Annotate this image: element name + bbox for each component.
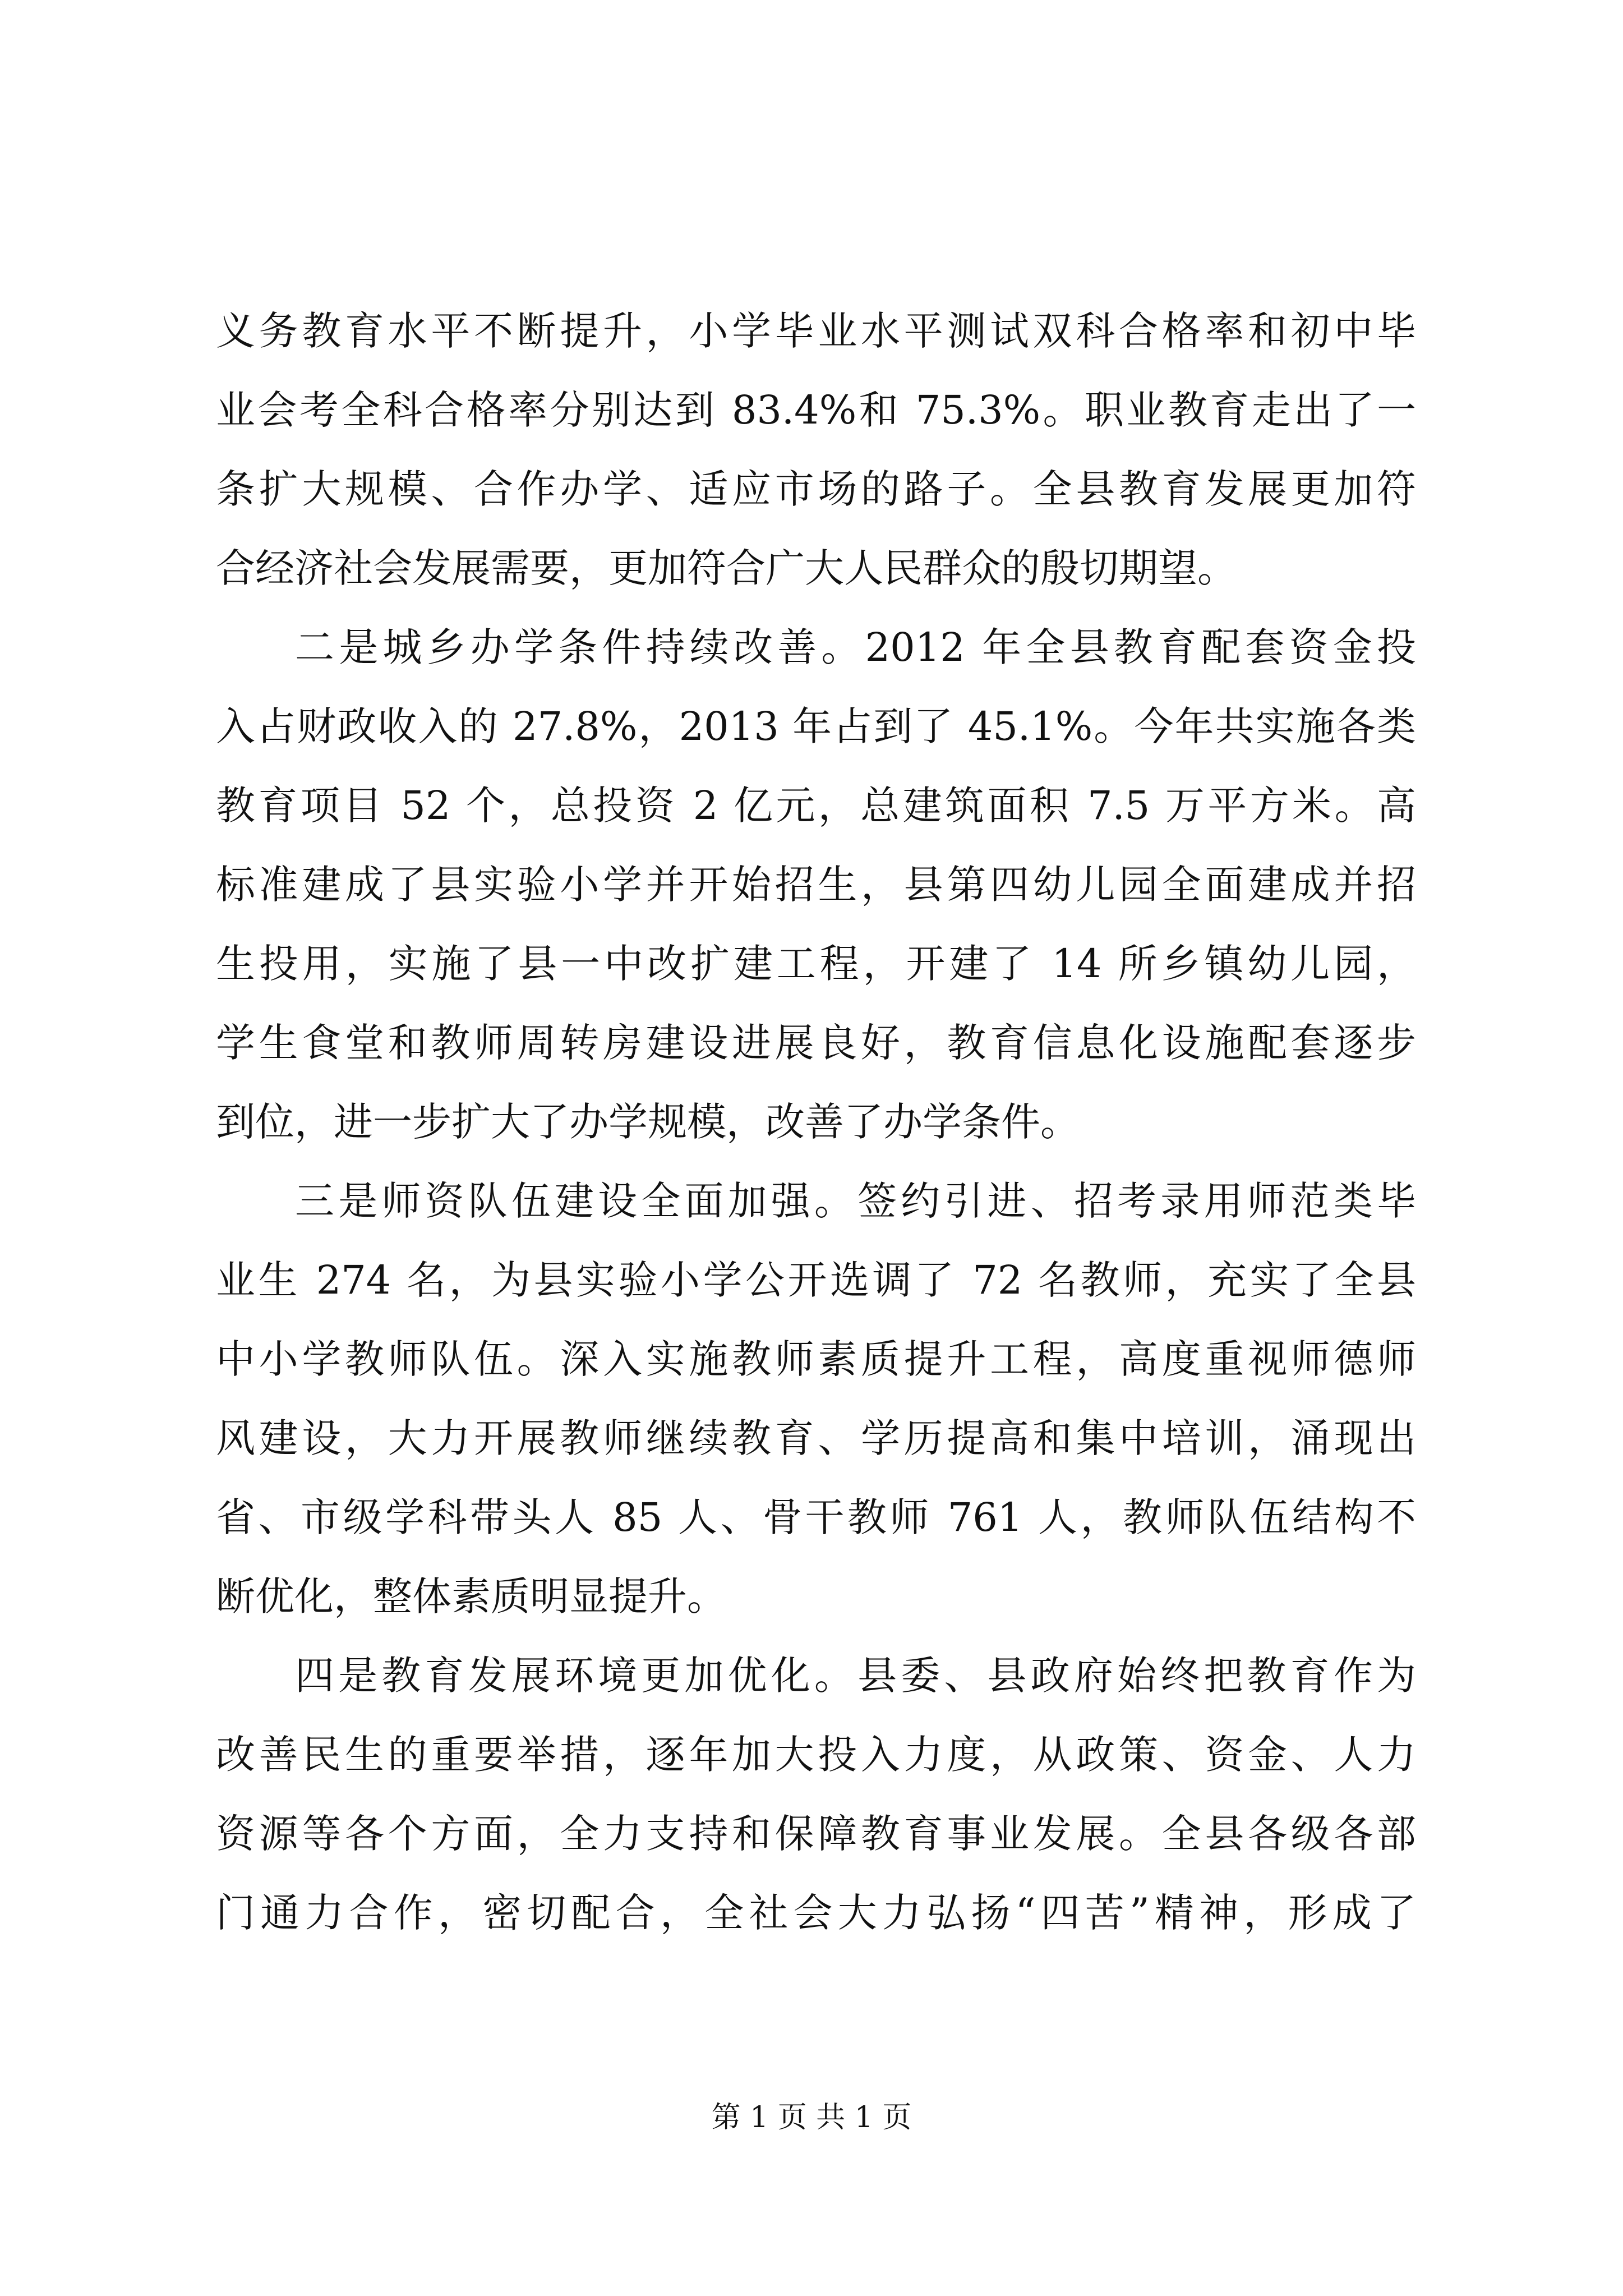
text-line: 条扩大规模、合作办学、适应市场的路子。全县教育发展更加符	[216, 466, 1416, 512]
text-line: 入占财政收入的 27.8%，2013 年占到了 45.1%。今年共实施各类	[216, 703, 1416, 749]
text-line: 门通力合作，密切配合，全社会大力弘扬“四苦”精神，形成了	[216, 1890, 1416, 1936]
text-line: 到位，进一步扩大了办学规模，改善了办学条件。	[216, 1099, 1080, 1145]
text-line: 合经济社会发展需要，更加符合广大人民群众的殷切期望。	[216, 545, 1237, 591]
paragraph-start-line: 三是师资队伍建设全面加强。签约引进、招考录用师范类毕	[295, 1178, 1416, 1224]
text-line: 业会考全科合格率分别达到 83.4%和 75.3%。职业教育走出了一	[216, 387, 1416, 433]
text-line: 义务教育水平不断提升，小学毕业水平测试双科合格率和初中毕	[216, 308, 1416, 354]
text-line: 生投用，实施了县一中改扩建工程，开建了 14 所乡镇幼儿园，	[216, 941, 1416, 987]
text-line: 风建设，大力开展教师继续教育、学历提高和集中培训，涌现出	[216, 1415, 1416, 1461]
text-line: 中小学教师队伍。深入实施教师素质提升工程，高度重视师德师	[216, 1336, 1416, 1382]
text-line: 资源等各个方面，全力支持和保障教育事业发展。全县各级各部	[216, 1811, 1416, 1857]
text-line: 断优化，整体素质明显提升。	[216, 1573, 726, 1619]
body-text	[216, 292, 1416, 1953]
text-line: 学生食堂和教师周转房建设进展良好，教育信息化设施配套逐步	[216, 1020, 1416, 1066]
text-line: 省、市级学科带头人 85 人、骨干教师 761 人，教师队伍结构不	[216, 1494, 1416, 1540]
text-line: 教育项目 52 个，总投资 2 亿元，总建筑面积 7.5 万平方米。高	[216, 783, 1416, 829]
text-line: 改善民生的重要举措，逐年加大投入力度，从政策、资金、人力	[216, 1732, 1416, 1778]
paragraph-start-line: 四是教育发展环境更加优化。县委、县政府始终把教育作为	[295, 1653, 1416, 1699]
page-footer: 第 1 页 共 1 页	[711, 2101, 912, 2134]
text-line: 标准建成了县实验小学并开始招生，县第四幼儿园全面建成并招	[216, 862, 1416, 908]
paragraph-start-line: 二是城乡办学条件持续改善。2012 年全县教育配套资金投	[295, 624, 1416, 670]
text-line: 业生 274 名，为县实验小学公开选调了 72 名教师，充实了全县	[216, 1257, 1416, 1303]
